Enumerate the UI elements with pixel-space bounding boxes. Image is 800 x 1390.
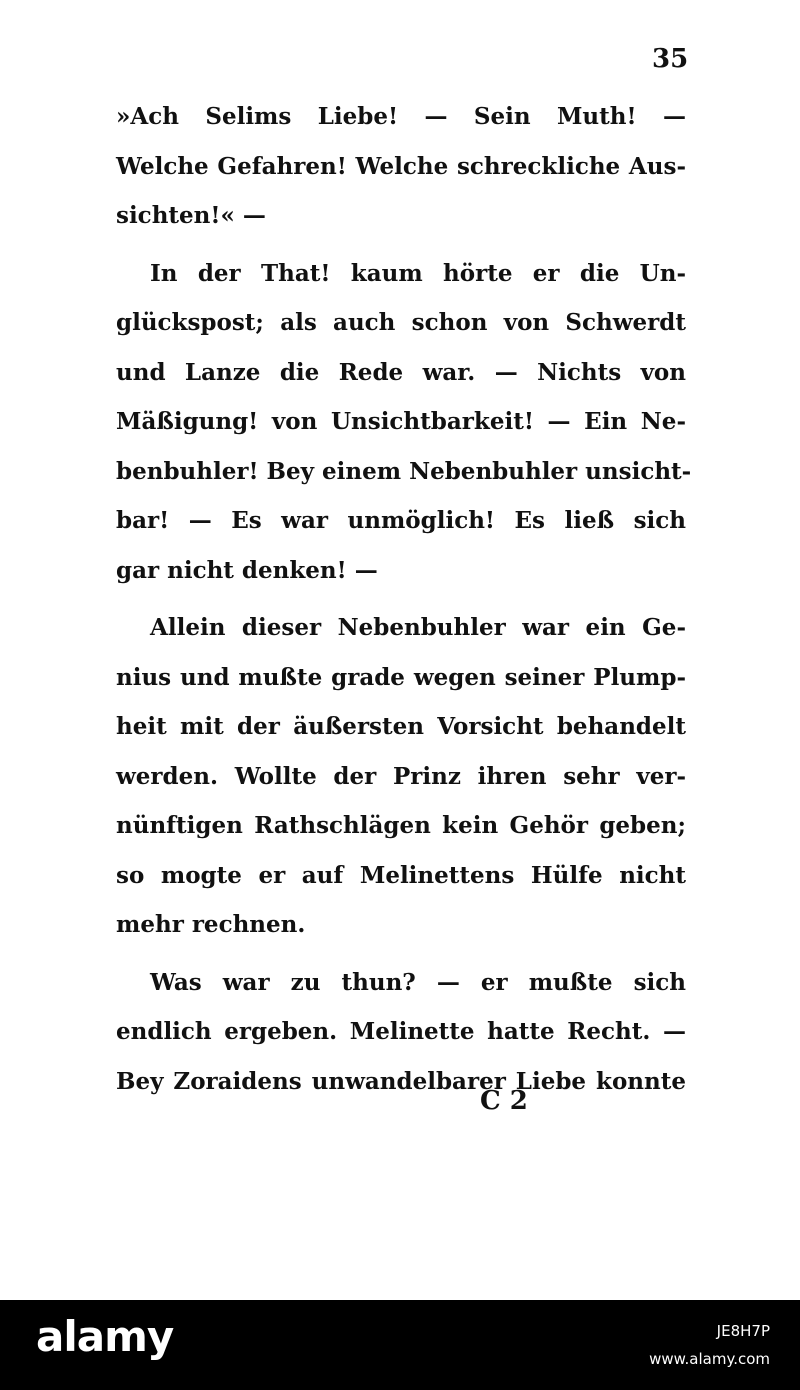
alamy-logo: alamy [36, 1312, 174, 1361]
body-text [116, 92, 692, 1106]
text-line: sichten!« — [116, 202, 266, 229]
text-line: benbuhler! Bey einem Nebenbuhler unsicht- [116, 457, 692, 485]
text-line: mehr rechnen. [116, 911, 306, 938]
text-line: heit mit der äußersten Vorsicht behandelt [116, 713, 686, 740]
text-line: Welche Gefahren! Welche schreckliche Aus- [116, 152, 686, 180]
text-line: glückspost; als auch schon von Schwerdt [116, 309, 686, 336]
text-line: so mogte er auf Melinettens Hülfe nicht [116, 861, 686, 889]
text-line: »Ach Selims Liebe! — Sein Muth! — [116, 103, 686, 130]
text-line: Allein dieser Nebenbuhler war ein Ge- [150, 614, 686, 641]
image-id: JE8H7P [716, 1322, 770, 1340]
page-number: 35 [652, 44, 689, 74]
text-line: werden. Wollte der Prinz ihren sehr ver- [116, 762, 686, 790]
text-line: In der That! kaum hörte er die Un- [150, 259, 686, 287]
text-line: Bey Zoraidens unwandelbarer Liebe konnte [116, 1067, 686, 1095]
site-url: www.alamy.com [649, 1350, 770, 1368]
text-line: nünftigen Rathschlägen kein Gehör geben; [116, 812, 686, 839]
text-line: endlich ergeben. Melinette hatte Recht. — [116, 1018, 686, 1045]
text-line: nius und mußte grade wegen seiner Plump- [116, 663, 686, 691]
text-line: Was war zu thun? — er mußte sich [150, 968, 686, 996]
signature-mark: C 2 [480, 1086, 528, 1116]
text-line: Mäßigung! von Unsichtbarkeit! — Ein Ne- [116, 408, 686, 435]
text-line: und Lanze die Rede war. — Nichts von [116, 358, 686, 386]
text-line: gar nicht denken! — [116, 556, 378, 584]
text-line: bar! — Es war unmöglich! Es ließ sich [116, 507, 686, 534]
